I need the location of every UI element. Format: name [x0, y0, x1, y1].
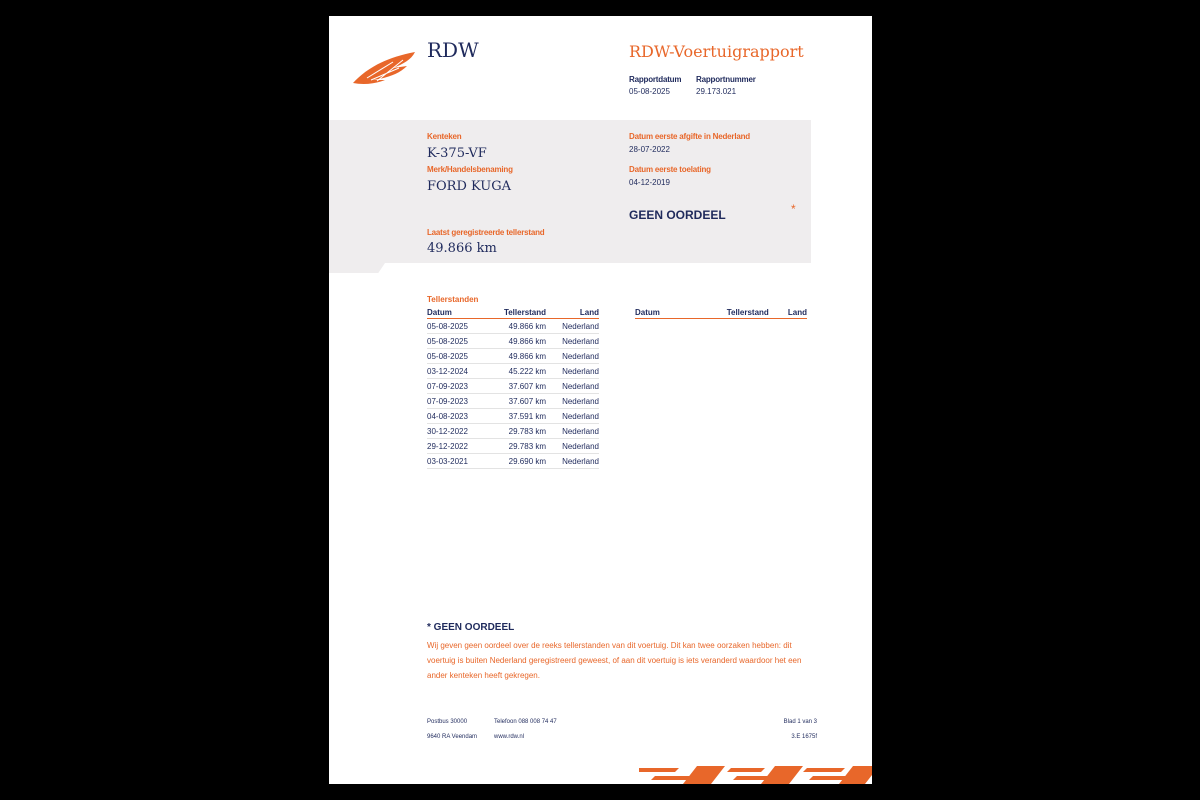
- first-admission-value: 04-12-2019: [629, 178, 670, 187]
- odometer-section-title: Tellerstanden: [427, 295, 479, 304]
- table-row: [427, 439, 599, 454]
- cell-reading: 37.591 km: [486, 409, 546, 424]
- first-admission-label: Datum eerste toelating: [629, 165, 711, 174]
- rdw-wing-logo: [353, 50, 419, 86]
- report-page: [329, 16, 872, 784]
- footer-page: Blad 1 van 3: [783, 719, 817, 725]
- note-title: * GEEN OORDEEL: [427, 622, 515, 633]
- cell-date: 07-09-2023: [427, 379, 486, 394]
- cell-date: 05-08-2025: [427, 319, 486, 334]
- cell-date: 05-08-2025: [427, 334, 486, 349]
- plate-value: K-375-VF: [427, 146, 487, 161]
- cell-date: 29-12-2022: [427, 439, 486, 454]
- table-row: [427, 454, 599, 469]
- col-reading: Tellerstand: [685, 307, 769, 319]
- table-row: [427, 409, 599, 424]
- cell-date: 04-08-2023: [427, 409, 486, 424]
- cell-reading: 29.783 km: [486, 439, 546, 454]
- report-title: RDW-Voertuigrapport: [629, 42, 804, 61]
- col-country: Land: [769, 307, 807, 319]
- verdict: GEEN OORDEEL: [629, 208, 726, 222]
- odometer-table-body: [427, 319, 599, 469]
- table-header-row: [427, 307, 599, 319]
- cell-date: 30-12-2022: [427, 424, 486, 439]
- report-number: 29.173.021: [696, 87, 737, 96]
- cell-reading: 49.866 km: [486, 319, 546, 334]
- cell-country: Nederland: [546, 319, 599, 334]
- table-row: [427, 349, 599, 364]
- panel-tail: [329, 263, 385, 273]
- table-header-row: [635, 307, 807, 319]
- first-issue-nl-label: Datum eerste afgifte in Nederland: [629, 132, 750, 141]
- plate-label: Kenteken: [427, 132, 462, 141]
- cell-reading: 45.222 km: [486, 364, 546, 379]
- cell-reading: 37.607 km: [486, 379, 546, 394]
- cell-country: Nederland: [546, 454, 599, 469]
- cell-date: 03-12-2024: [427, 364, 486, 379]
- cell-reading: 29.690 km: [486, 454, 546, 469]
- footer-website[interactable]: www.rdw.nl: [494, 734, 525, 740]
- footer-address-line1: Postbus 30000: [427, 719, 468, 725]
- footer-code: 3.E 1675f: [791, 734, 817, 740]
- cell-country: Nederland: [546, 439, 599, 454]
- col-reading: Tellerstand: [486, 307, 546, 319]
- cell-country: Nederland: [546, 379, 599, 394]
- cell-reading: 49.866 km: [486, 334, 546, 349]
- footer-phone: Telefoon 088 008 74 47: [494, 719, 557, 725]
- cell-country: Nederland: [546, 394, 599, 409]
- table-row: [427, 334, 599, 349]
- note-text: Wij geven geen oordeel over de reeks tellerstanden van dit voertuig. Dit kan twee oorzaken hebben: dit voertuig is buiten Nederland geregistreerd geweest, of aan dit voertuig is iets veranderd waardoor het een ander kenteken heeft gekregen.: [427, 641, 802, 680]
- cell-country: Nederland: [546, 409, 599, 424]
- report-date-label: Rapportdatum: [629, 75, 682, 84]
- logo-text: RDW: [427, 38, 479, 62]
- cell-country: Nederland: [546, 424, 599, 439]
- cell-reading: 29.783 km: [486, 424, 546, 439]
- col-date: Datum: [635, 307, 685, 319]
- first-issue-nl-value: 28-07-2022: [629, 145, 670, 154]
- report-number-label: Rapportnummer: [696, 75, 756, 84]
- cell-date: 03-03-2021: [427, 454, 486, 469]
- col-date: Datum: [427, 307, 486, 319]
- odometer-table-continued: [635, 307, 807, 319]
- odometer-value: 49.866 km: [427, 241, 497, 256]
- make-label: Merk/Handelsbenaming: [427, 165, 513, 174]
- cell-country: Nederland: [546, 334, 599, 349]
- cell-date: 05-08-2025: [427, 349, 486, 364]
- report-date: 05-08-2025: [629, 87, 670, 96]
- odometer-label: Laatst geregistreerde tellerstand: [427, 228, 545, 237]
- col-country: Land: [546, 307, 599, 319]
- cell-reading: 49.866 km: [486, 349, 546, 364]
- table-row: [427, 424, 599, 439]
- table-row: [427, 319, 599, 334]
- cell-country: Nederland: [546, 364, 599, 379]
- verdict-marker: *: [791, 202, 796, 216]
- vehicle-summary-panel: [329, 120, 811, 263]
- table-row: [427, 394, 599, 409]
- table-row: [427, 364, 599, 379]
- cell-date: 07-09-2023: [427, 394, 486, 409]
- footer-address-line2: 9640 RA Veendam: [427, 734, 478, 740]
- table-row: [427, 379, 599, 394]
- make-value: FORD KUGA: [427, 179, 511, 194]
- cell-reading: 37.607 km: [486, 394, 546, 409]
- odometer-table: [427, 307, 599, 469]
- cell-country: Nederland: [546, 349, 599, 364]
- decorative-stripes: [639, 764, 872, 784]
